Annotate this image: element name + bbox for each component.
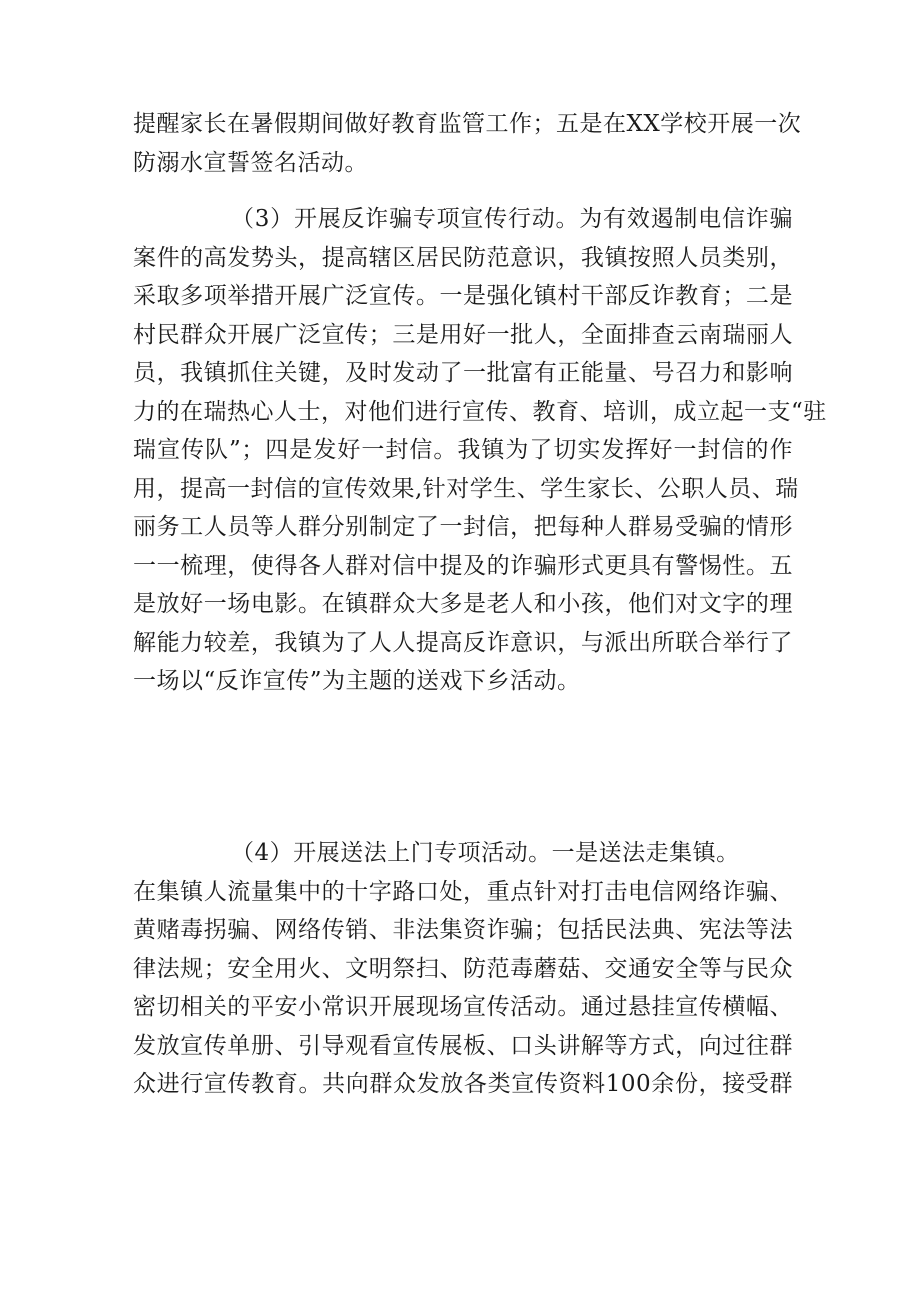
text-line: 村民群众开展广泛宣传；三是用好一批人，全面排查云南瑞丽人 (133, 321, 793, 348)
text-line: 提醒家长在暑假期间做好教育监管工作；五是在XX学校开展一次 (133, 111, 802, 137)
text-line: 用，提高一封信的宣传效果,针对学生、学生家长、公职人员、瑞 (133, 475, 799, 502)
text-line: （3）开展反诈骗专项宣传行动。为有效遏制电信诈骗 (231, 206, 793, 232)
text-line: 在集镇人流量集中的十字路口处，重点针对打击电信网络诈骗、 (133, 878, 793, 905)
text-line: 瑞宣传队”；四是发好一封信。我镇为了切实发挥好一封信的作 (133, 437, 793, 463)
text-line: 众进行宣传教育。共向群众发放各类宣传资料100余份，接受群 (133, 1071, 793, 1097)
text-line: 力的在瑞热心人士，对他们进行宣传、教育、培训，成立起一支“驻 (133, 398, 827, 425)
text-line: 防溺水宣誓签名活动。 (133, 149, 368, 176)
paragraph-school-safety-tail (133, 105, 802, 182)
text-line: 员，我镇抓住关键，及时发动了一批富有正能量、号召力和影响 (133, 360, 793, 386)
text-line: 是放好一场电影。在镇群众大多是老人和小孩，他们对文字的理 (133, 591, 793, 617)
text-line: （4）开展送法上门专项活动。一是送法走集镇。 (231, 840, 740, 866)
text-line: 一一梳理，使得各人群对信中提及的诈骗形式更具有警惕性。五 (133, 552, 793, 579)
text-line: 发放宣传单册、引导观看宣传展板、口头讲解等方式，向过往群 (133, 1032, 793, 1059)
paragraph-law-outreach (133, 834, 793, 1104)
text-line: 一场以“反诈宣传”为主题的送戏下乡活动。 (133, 668, 581, 694)
text-line: 解能力较差，我镇为了人人提高反诈意识，与派出所联合举行了 (133, 629, 793, 656)
text-line: 案件的高发势头，提高辖区居民防范意识，我镇按照人员类别， (133, 244, 793, 271)
text-line: 密切相关的平安小常识开展现场宣传活动。通过悬挂宣传横幅、 (133, 994, 793, 1020)
text-line: 黄赌毒拐骗、网络传销、非法集资诈骗；包括民法典、宪法等法 (133, 917, 793, 943)
text-line: 丽务工人员等人群分别制定了一封信，把每种人群易受骗的情形 (133, 514, 793, 540)
text-line: 律法规；安全用火、文明祭扫、防范毒蘑菇、交通安全等与民众 (133, 955, 793, 982)
text-line: 采取多项举措开展广泛宣传。一是强化镇村干部反诈教育；二是 (133, 283, 793, 309)
paragraph-anti-fraud-campaign (133, 200, 827, 701)
